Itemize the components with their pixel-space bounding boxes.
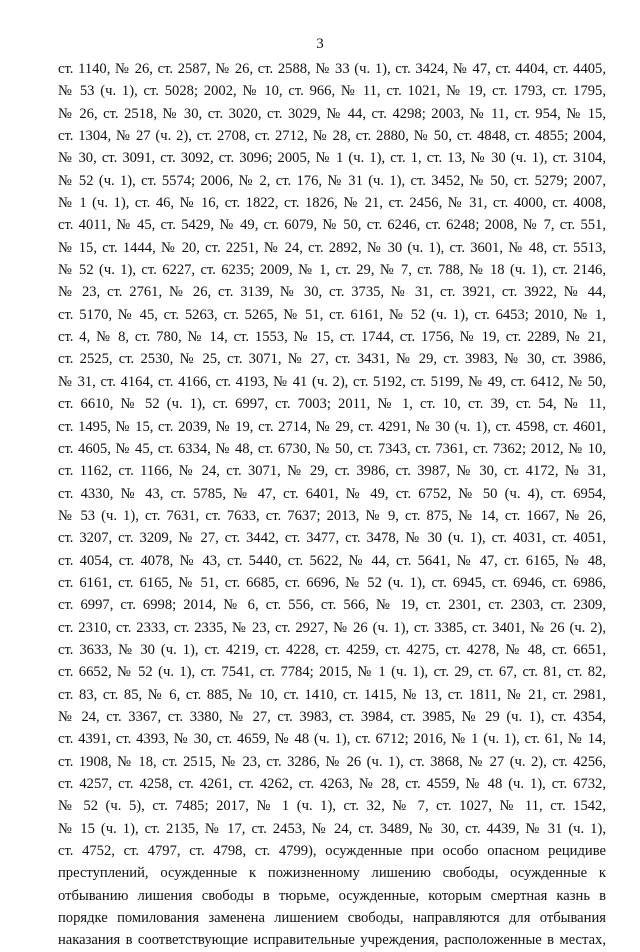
page-number: 3 — [316, 36, 324, 52]
text-line: № 52 (ч. 1), ст. 5574; 2006, № 2, ст. 176, № 31 (ч. 1), ст. 3452, № 50, ст. 5279; 2007, — [58, 172, 606, 189]
text-line: ст. 83, ст. 85, № 6, ст. 885, № 10, ст. 1410, ст. 1415, № 13, ст. 1811, № 21, ст. 2981, — [58, 686, 606, 703]
body-text — [58, 58, 606, 952]
text-line: ст. 1908, № 18, ст. 2515, № 23, ст. 3286, № 26 (ч. 1), ст. 3868, № 27 (ч. 2), ст. 4256, — [58, 753, 606, 770]
text-line: преступлений, осужденные к пожизненному лишению свободы, осужденные к — [58, 865, 606, 882]
text-line: ст. 4391, ст. 4393, № 30, ст. 4659, № 48 (ч. 1), ст. 6712; 2016, № 1 (ч. 1), ст. 61, № 14, — [58, 731, 606, 748]
text-line: ст. 2310, ст. 2333, ст. 2335, № 23, ст. 2927, № 26 (ч. 1), ст. 3385, ст. 3401, № 26 (ч. 2), — [58, 619, 606, 636]
text-line: № 24, ст. 3367, ст. 3380, № 27, ст. 3983, ст. 3984, ст. 3985, № 29 (ч. 1), ст. 4354, — [58, 708, 606, 725]
text-line: № 26, ст. 2518, № 30, ст. 3020, ст. 3029, № 44, ст. 4298; 2003, № 11, ст. 954, № 15, — [58, 105, 606, 122]
text-line: ст. 3633, № 30 (ч. 1), ст. 4219, ст. 4228, ст. 4259, ст. 4275, ст. 4278, № 48, ст. 6651, — [58, 641, 606, 658]
text-line: № 15, ст. 1444, № 20, ст. 2251, № 24, ст. 2892, № 30 (ч. 1), ст. 3601, № 48, ст. 5513, — [58, 239, 606, 256]
text-line: ст. 6652, № 52 (ч. 1), ст. 7541, ст. 7784; 2015, № 1 (ч. 1), ст. 29, ст. 67, ст. 81, ст. 82, — [58, 664, 606, 681]
text-line: № 23, ст. 2761, № 26, ст. 3139, № 30, ст. 3735, № 31, ст. 3921, ст. 3922, № 44, — [58, 284, 606, 301]
text-line: № 15 (ч. 1), ст. 2135, № 17, ст. 2453, № 24, ст. 3489, № 30, ст. 4439, № 31 (ч. 1), — [58, 820, 606, 837]
text-line: ст. 6161, ст. 6165, № 51, ст. 6685, ст. 6696, № 52 (ч. 1), ст. 6945, ст. 6946, ст. 6986, — [58, 574, 606, 591]
text-line: № 53 (ч. 1), ст. 7631, ст. 7633, ст. 7637; 2013, № 9, ст. 875, № 14, ст. 1667, № 26, — [58, 507, 606, 524]
text-line: № 53 (ч. 1), ст. 5028; 2002, № 10, ст. 966, № 11, ст. 1021, № 19, ст. 1793, ст. 1795, — [58, 83, 606, 100]
text-line: № 52 (ч. 1), ст. 6227, ст. 6235; 2009, № 1, ст. 29, № 7, ст. 788, № 18 (ч. 1), ст. 2146, — [58, 262, 606, 279]
text-line: наказания в соответствующие исправительные учреждения, расположенные в местах, — [58, 932, 606, 949]
text-line: ст. 5170, № 45, ст. 5263, ст. 5265, № 51, ст. 6161, № 52 (ч. 1), ст. 6453; 2010, № 1, — [58, 306, 606, 323]
text-line: № 30, ст. 3091, ст. 3092, ст. 3096; 2005, № 1 (ч. 1), ст. 1, ст. 13, № 30 (ч. 1), ст. 3104, — [58, 150, 606, 167]
text-line: № 31, ст. 4164, ст. 4166, ст. 4193, № 41 (ч. 2), ст. 5192, ст. 5199, № 49, ст. 6412, № 50, — [58, 373, 606, 390]
text-line: ст. 4752, ст. 4797, ст. 4798, ст. 4799), осужденные при особо опасном рецидиве — [58, 843, 606, 860]
text-line: ст. 3207, ст. 3209, № 27, ст. 3442, ст. 3477, ст. 3478, № 30 (ч. 1), ст. 4031, ст. 4051, — [58, 530, 606, 547]
text-line: ст. 6997, ст. 6998; 2014, № 6, ст. 556, ст. 566, № 19, ст. 2301, ст. 2303, ст. 2309, — [58, 597, 606, 614]
text-line: порядке помилования заменена лишением свободы, направляются для отбывания — [58, 910, 606, 927]
text-line: ст. 4330, № 43, ст. 5785, № 47, ст. 6401, № 49, ст. 6752, № 50 (ч. 4), ст. 6954, — [58, 485, 606, 502]
text-line: ст. 6610, № 52 (ч. 1), ст. 6997, ст. 7003; 2011, № 1, ст. 10, ст. 39, ст. 54, № 11, — [58, 396, 606, 413]
text-line: ст. 1162, ст. 1166, № 24, ст. 3071, № 29, ст. 3986, ст. 3987, № 30, ст. 4172, № 31, — [58, 463, 606, 480]
text-line: ст. 2525, ст. 2530, № 25, ст. 3071, № 27, ст. 3431, № 29, ст. 3983, № 30, ст. 3986, — [58, 351, 606, 368]
text-line: ст. 4605, № 45, ст. 6334, № 48, ст. 6730, № 50, ст. 7343, ст. 7361, ст. 7362; 2012, № 10, — [58, 440, 606, 457]
text-line: отбыванию лишения свободы в тюрьме, осужденные, которым смертная казнь в — [58, 887, 606, 904]
text-line: ст. 1140, № 26, ст. 2587, № 26, ст. 2588, № 33 (ч. 1), ст. 3424, № 47, ст. 4404, ст. 4405, — [58, 61, 606, 77]
text-line: № 1 (ч. 1), ст. 46, № 16, ст. 1822, ст. 1826, № 21, ст. 2456, № 31, ст. 4000, ст. 4008, — [58, 195, 606, 212]
text-line: ст. 1304, № 27 (ч. 2), ст. 2708, ст. 2712, № 28, ст. 2880, № 50, ст. 4848, ст. 4855; 2004, — [58, 128, 606, 145]
text-line: ст. 4054, ст. 4078, № 43, ст. 5440, ст. 5622, № 44, ст. 5641, № 47, ст. 6165, № 48, — [58, 552, 606, 569]
text-line: ст. 1495, № 15, ст. 2039, № 19, ст. 2714, № 29, ст. 4291, № 30 (ч. 1), ст. 4598, ст. 4601, — [58, 418, 606, 435]
text-line: № 52 (ч. 5), ст. 7485; 2017, № 1 (ч. 1), ст. 32, № 7, ст. 1027, № 11, ст. 1542, — [58, 798, 606, 815]
text-line: ст. 4, № 8, ст. 780, № 14, ст. 1553, № 15, ст. 1744, ст. 1756, № 19, ст. 2289, № 21, — [58, 329, 606, 346]
text-line: ст. 4257, ст. 4258, ст. 4261, ст. 4262, ст. 4263, № 28, ст. 4559, № 48 (ч. 1), ст. 6732, — [58, 776, 606, 792]
text-line: ст. 4011, № 45, ст. 5429, № 49, ст. 6079, № 50, ст. 6246, ст. 6248; 2008, № 7, ст. 551, — [58, 217, 606, 234]
